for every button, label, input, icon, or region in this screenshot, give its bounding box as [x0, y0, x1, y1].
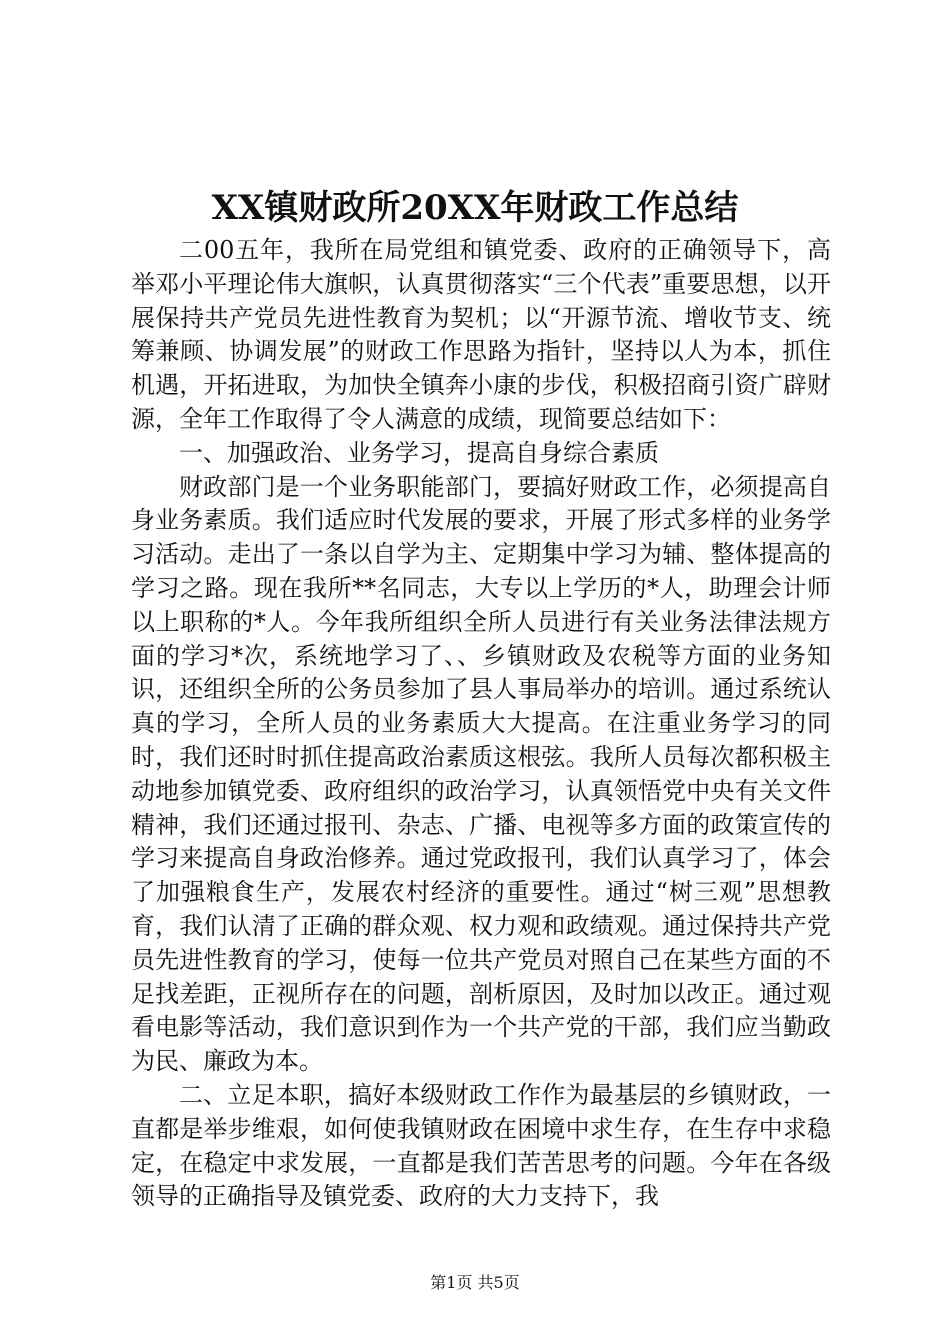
section-heading-1: 一、加强政治、业务学习，提高自身综合素质 — [179, 438, 659, 467]
document-body — [131, 234, 831, 1214]
paragraph-section-2: 二、立足本职，搞好本级财政工作作为最基层的乡镇财政，一直都是举步维艰，如何使我镇财政在困境中求生存，在生存中求稳定，在稳定中求发展，一直都是我们苦苦思考的问题。今年在各级领导的正确指导及镇党委、政府的大力支持下，我 — [131, 1080, 831, 1211]
paragraph-intro: 二00五年，我所在局党组和镇党委、政府的正确领导下，高举邓小平理论伟大旗帜，认真贯彻落实“三个代表”重要思想，以开展保持共产党员先进性教育为契机；以“开源节流、增收节支、统筹兼顾、协调发展”的财政工作思路为指针，坚持以人为本，抓住机遇，开拓进取，为加快全镇奔小康的步伐，积极招商引资广辟财源，全年工作取得了令人满意的成绩，现简要总结如下： — [131, 236, 831, 433]
document-title: XX镇财政所20XX年财政工作总结 — [211, 188, 739, 228]
page-footer: 第1页 共5页 — [430, 1273, 520, 1292]
paragraph-section-1: 财政部门是一个业务职能部门，要搞好财政工作，必须提高自身业务素质。我们适应时代发展的要求，开展了形式多样的业务学习活动。走出了一条以自学为主、定期集中学习为辅、整体提高的学习之路。现在我所**名同志，大专以上学历的*人，助理会计师以上职称的*人。今年我所组织全所人员进行有关业务法律法规方面的学习*次，系统地学习了、、乡镇财政及农税等方面的业务知识，还组织全所的公务员参加了县人事局举办的培训。通过系统认真的学习，全所人员的业务素质大大提高。在注重业务学习的同时，我们还时时抓住提高政治素质这根弦。我所人员每次都积极主动地参加镇党委、政府组织的政治学习，认真领悟党中央有关文件精神，我们还通过报刊、杂志、广播、电视等多方面的政策宣传的学习来提高自身政治修养。通过党政报刊，我们认真学习了，体会了加强粮食生产，发展农村经济的重要性。通过“树三观”思想教育，我们认清了正确的群众观、权力观和政绩观。通过保持共产党员先进性教育的学习，使每一位共产党员对照自己在某些方面的不足找差距，正视所存在的问题，剖析原因，及时加以改正。通过观看电影等活动，我们意识到作为一个共产党的干部，我们应当勤政为民、廉政为本。 — [131, 472, 831, 1076]
